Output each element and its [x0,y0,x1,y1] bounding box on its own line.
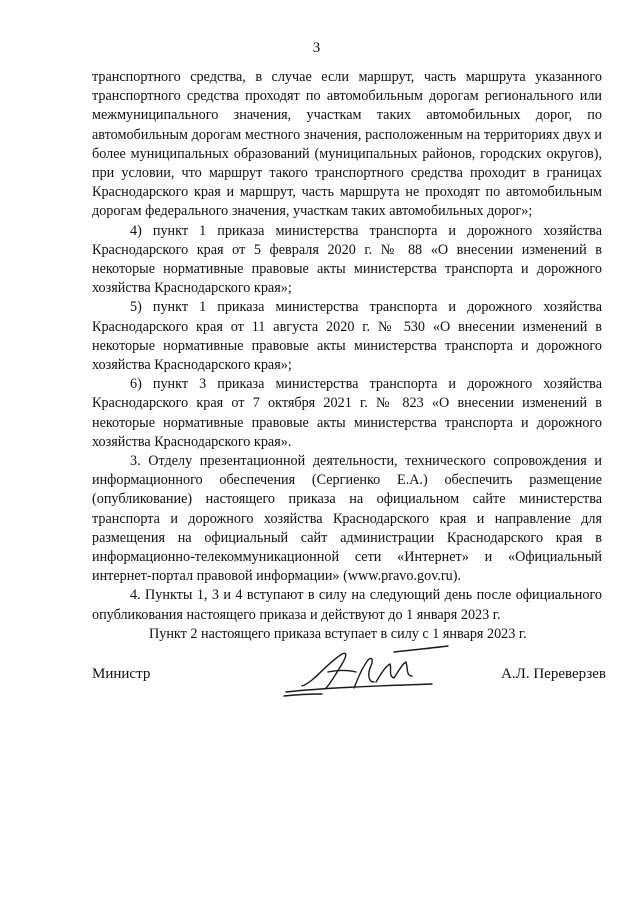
paragraph-item-6: 6) пункт 3 приказа министерства транспорта и дорожного хозяйства Краснодарского края от 7 октября 2021 г. № 823 «О внесении изменений в некоторые нормативные правовые акты министерства транспорта и дорожного хозяйства Краснодарского края». [92,376,602,450]
paragraph-clause-effective-date: Пункт 2 настоящего приказа вступает в силу с 1 января 2023 г. [149,625,527,642]
handwritten-signature [282,642,452,700]
paragraph-item-5: 5) пункт 1 приказа министерства транспорта и дорожного хозяйства Краснодарского края от 11 августа 2020 г. № 530 «О внесении изменений в некоторые нормативные правовые акты министерства транспорта и дорожного хозяйства Краснодарского края»; [92,299,602,374]
document-body [92,68,602,644]
signature-block [92,640,606,700]
paragraph-clause-4: 4. Пункты 1, 3 и 4 вступают в силу на следующий день после официального опубликования настоящего приказа и действуют до 1 января 2023 г. [92,587,602,623]
paragraph-clause-3: 3. Отделу презентационной деятельности, технического сопровождения и информационного обеспечения (Сергиенко Е.А.) обеспечить размещение (опубликование) настоящего приказа на официальном сайте министерства транспорта и дорожного хозяйства Краснодарского края и направление для размещения на официальный сайт администрации Краснодарского края в информационно-телекоммуникационной сети «Интернет» и «Официальный интернет-портал правовой информации» (www.pravo.gov.ru). [92,453,602,585]
signer-name: А.Л. Переверзев [501,666,606,682]
page-number: 3 [312,40,321,56]
signer-title: Министр [92,666,151,682]
paragraph-item-4: 4) пункт 1 приказа министерства транспорта и дорожного хозяйства Краснодарского края от 5 февраля 2020 г. № 88 «О внесении изменений в некоторые нормативные правовые акты министерства транспорта и дорожного хозяйства Краснодарского края»; [92,222,602,297]
paragraph-continuation: транспортного средства, в случае если маршрут, часть маршрута указанного транспортного средства проходят по автомобильным дорогам регионального или межмуниципального значения, участкам таких автомобильных дорог, по автомобильным дорогам местного значения, расположенным на территориях двух и более муниципальных образований (муниципальных районов, городских округов), при условии, что маршрут такого транспортного средства проходит в границах Краснодарского края и маршрут, часть маршрута не проходят по автомобильным дорогам федерального значения, участкам таких автомобильных дорог»; [92,69,602,220]
